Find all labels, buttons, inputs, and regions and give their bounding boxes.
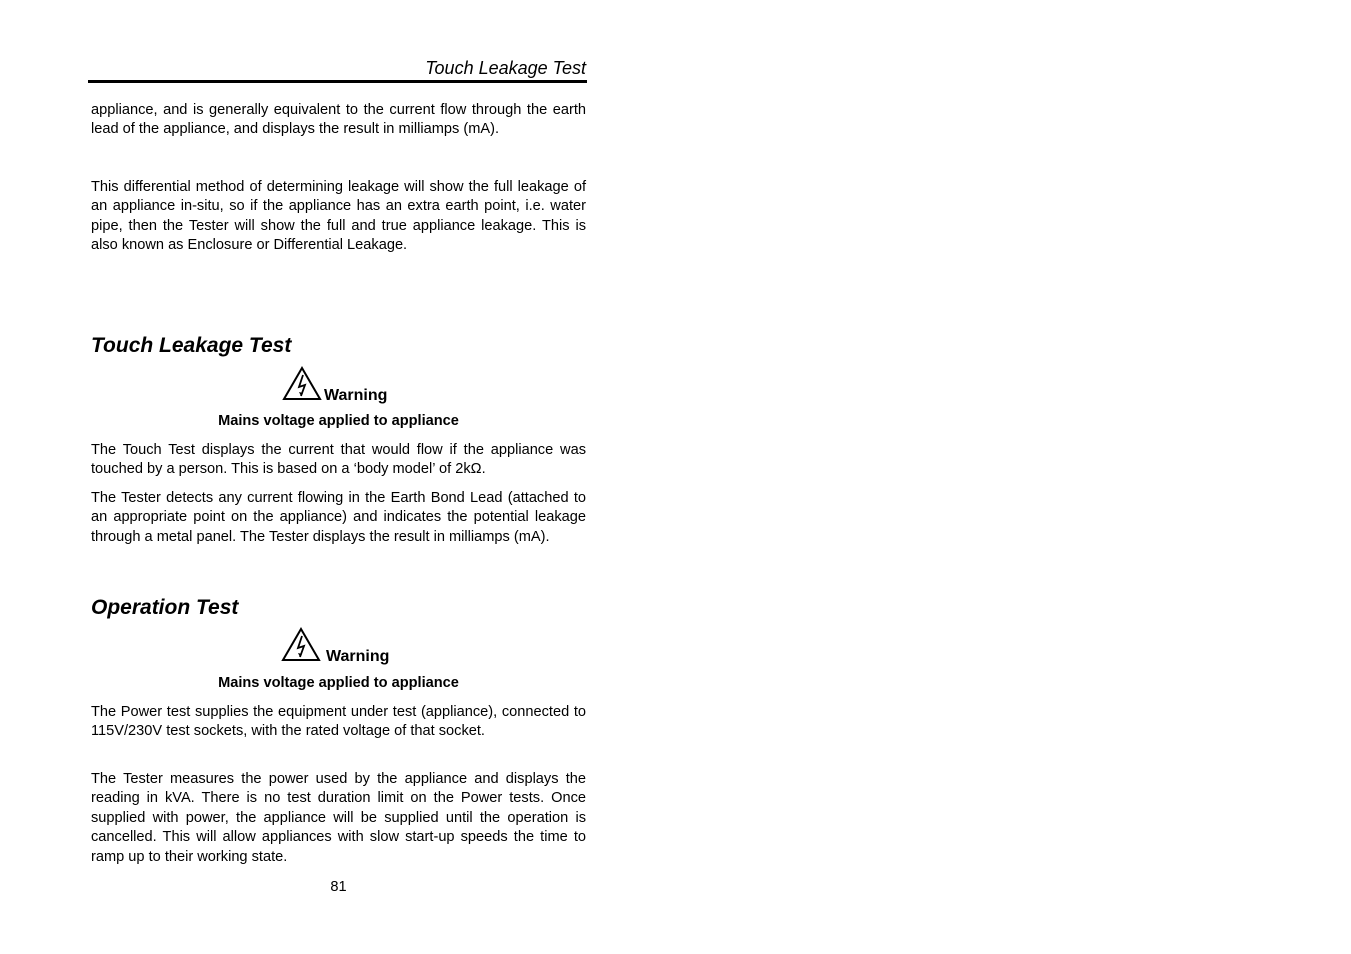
manual-page bbox=[91, 0, 586, 954]
operation-test-heading: Operation Test bbox=[91, 596, 239, 619]
operation-test-warning bbox=[91, 627, 586, 667]
warning-label: Warning bbox=[324, 387, 388, 404]
operation-test-paragraph-1: The Power test supplies the equipment under test (appliance), connected to 115V/230V test sockets, with the rated voltage of that socket. bbox=[91, 704, 586, 740]
warning-caption: Mains voltage applied to appliance bbox=[218, 413, 459, 429]
operation-test-paragraph-2: The Tester measures the power used by the appliance and displays the reading in kVA. There is no test duration limit on the Power tests. Once supplied with power, the appliance will be supplied until the operation is cancelled. This will allow appliances with slow start-up speeds the time to ramp up to their working state. bbox=[91, 771, 586, 865]
touch-leakage-paragraph-2: The Tester detects any current flowing in the Earth Bond Lead (attached to an appropriate point on the appliance) and indicates the potential leakage through a metal panel. The Tester displays the result in milliamps (mA). bbox=[91, 490, 586, 545]
electrical-hazard-icon bbox=[281, 627, 321, 668]
header-rule bbox=[88, 80, 587, 83]
intro-paragraph-2: This differential method of determining leakage will show the full leakage of an appliance in-situ, so if the appliance has an extra earth point, i.e. water pipe, then the Tester will show the full and true appliance leakage. This is also known as Enclosure or Differential Leakage. bbox=[91, 179, 586, 254]
intro-paragraph-1: appliance, and is generally equivalent to the current flow through the earth lead of the appliance, and displays the result in milliamps (mA). bbox=[91, 102, 586, 138]
touch-leakage-heading: Touch Leakage Test bbox=[91, 334, 292, 357]
touch-leakage-warning bbox=[91, 366, 586, 406]
running-header: Touch Leakage Test bbox=[425, 58, 586, 78]
warning-caption: Mains voltage applied to appliance bbox=[218, 675, 459, 691]
electrical-hazard-icon bbox=[282, 366, 322, 407]
warning-label: Warning bbox=[326, 648, 390, 665]
page-number: 81 bbox=[330, 879, 347, 895]
touch-leakage-paragraph-1: The Touch Test displays the current that would flow if the appliance was touched by a person. This is based on a ‘body model’ of 2kΩ. bbox=[91, 442, 586, 478]
